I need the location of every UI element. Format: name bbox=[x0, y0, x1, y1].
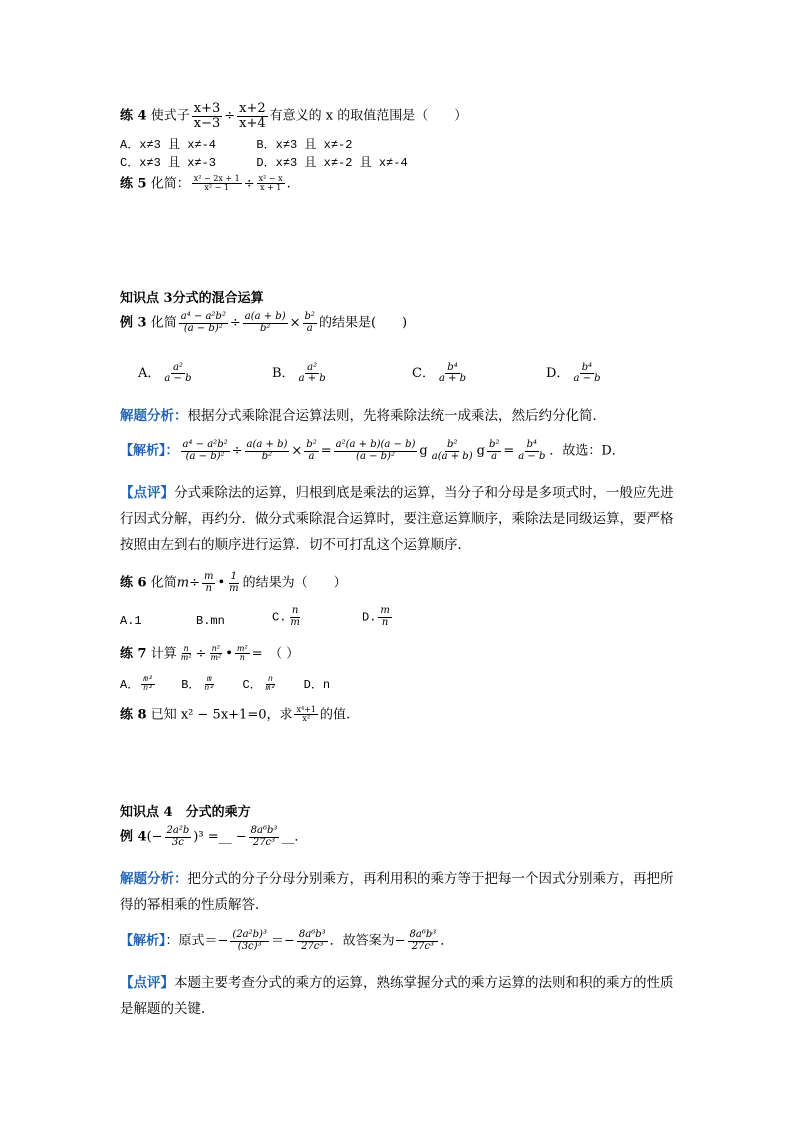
numerator: n bbox=[183, 644, 189, 653]
denominator: b² bbox=[259, 322, 271, 334]
denominator: (a − b)² bbox=[356, 450, 395, 462]
ex3-question: 例 3 化简 $\frac{\text{a⁴ − a²b²}}{\text{(a − b)²}}$ ÷ $\frac{a(a + b)}{\text{b²}}$ × $\frac{\text{b²}}{a}$ 的结果是( ) bbox=[120, 311, 408, 334]
numerator: m² bbox=[143, 675, 153, 684]
lian7-question bbox=[120, 645, 299, 663]
operator: • bbox=[225, 646, 233, 662]
denominator: (a − b)² bbox=[185, 450, 225, 462]
lian7-text-post: = （ ） bbox=[251, 646, 300, 662]
solution-end: ． bbox=[440, 933, 454, 949]
denominator: x² bbox=[302, 714, 311, 724]
denominator: n² bbox=[143, 684, 153, 694]
comment-text: 本题主要考查分式的乘方的运算，熟练掌握分式的乘方运算的法则和积的乘方的性质是解题的关键． bbox=[120, 975, 674, 1017]
analysis-label: 解题分析： bbox=[120, 871, 188, 887]
fraction bbox=[571, 363, 602, 385]
numerator: n bbox=[291, 605, 299, 616]
numerator: 8a⁶b³ bbox=[409, 929, 437, 940]
lian8-text-post: 的值. bbox=[320, 707, 351, 723]
option-label: D. bbox=[362, 610, 377, 625]
numerator: 8a⁶b³ bbox=[250, 825, 278, 836]
option-c: C．x≠3 且 x≠-3 bbox=[120, 156, 217, 170]
numerator: b² bbox=[488, 439, 500, 450]
solution-text: ：原式＝− bbox=[165, 933, 229, 949]
operator: ÷ bbox=[224, 108, 236, 124]
denominator: a + b bbox=[438, 373, 467, 384]
lian4-options-row2 bbox=[120, 154, 408, 172]
fraction bbox=[516, 440, 547, 462]
fraction bbox=[235, 645, 250, 663]
ex4-solution bbox=[120, 930, 453, 952]
period: . bbox=[286, 176, 291, 192]
fraction bbox=[227, 572, 240, 594]
option-a: A．x≠3 且 x≠-4 bbox=[120, 138, 217, 152]
denominator: 3c bbox=[171, 836, 184, 848]
denominator: 27c³ bbox=[252, 836, 276, 848]
numerator: a² bbox=[307, 361, 318, 373]
fraction bbox=[179, 312, 228, 334]
fraction bbox=[237, 102, 268, 130]
section-title-kp4: 知识点 4 分式的乘方 bbox=[120, 805, 251, 820]
numerator: a(a + b) bbox=[246, 439, 288, 450]
numerator: a² bbox=[172, 361, 183, 373]
denominator: a(a + b) bbox=[431, 450, 473, 462]
operator: ＝− bbox=[270, 933, 295, 949]
numerator: x² − x bbox=[258, 174, 283, 183]
denominator: m² bbox=[180, 653, 192, 663]
fraction bbox=[192, 175, 242, 193]
paren-open: (− bbox=[146, 829, 163, 845]
fraction bbox=[162, 363, 193, 385]
denominator: m² bbox=[210, 653, 222, 663]
denominator: n bbox=[205, 582, 212, 594]
numerator: (2a²b)³ bbox=[232, 929, 267, 940]
lian6-question bbox=[120, 572, 347, 594]
lian5-label: 练 5 bbox=[120, 176, 147, 192]
option-label: C. bbox=[272, 610, 287, 625]
numerator: n² bbox=[211, 644, 221, 653]
fraction bbox=[408, 930, 439, 952]
operator: • bbox=[217, 575, 226, 591]
fraction bbox=[334, 440, 418, 462]
fraction bbox=[208, 645, 223, 663]
fraction bbox=[245, 440, 290, 462]
numerator: b² bbox=[304, 311, 315, 322]
fraction bbox=[288, 606, 301, 628]
ex4-question bbox=[120, 826, 307, 848]
numerator: a⁴ − a²b² bbox=[182, 439, 228, 450]
fraction bbox=[294, 706, 318, 724]
comment-label: 【点评】 bbox=[120, 485, 174, 501]
ex3-option-c bbox=[412, 362, 470, 385]
numerator: x+2 bbox=[239, 101, 266, 116]
lian6-text-post: 的结果为（ ） bbox=[242, 575, 347, 591]
numerator: m² bbox=[236, 644, 248, 653]
fraction bbox=[487, 440, 501, 462]
option-d: D．n bbox=[303, 678, 331, 693]
ex4-analysis bbox=[120, 866, 680, 918]
variable-m: m bbox=[176, 575, 190, 591]
denominator: n bbox=[239, 653, 245, 663]
numerator: b⁴ bbox=[447, 361, 458, 373]
operator: ÷ bbox=[189, 575, 200, 591]
fraction bbox=[179, 645, 194, 663]
fraction bbox=[192, 102, 223, 130]
option-label: A． bbox=[138, 366, 161, 381]
denominator: x² − 1 bbox=[204, 183, 230, 193]
lian6-option-b: B.mn bbox=[196, 614, 225, 628]
answer-blank: __． bbox=[281, 829, 308, 845]
option-label: C． bbox=[242, 678, 262, 693]
denominator: a bbox=[308, 450, 315, 462]
denominator: (a − b)² bbox=[183, 322, 223, 334]
paren-close: )³ = bbox=[193, 829, 219, 845]
numerator: x² − 2x + 1 bbox=[193, 174, 240, 183]
option-label: D． bbox=[546, 366, 570, 381]
lian4-text: 使式子 bbox=[150, 108, 190, 124]
option-d: D．x≠3 且 x≠-2 且 x≠-4 bbox=[256, 156, 408, 170]
numerator: m bbox=[206, 675, 212, 684]
numerator: 1 bbox=[230, 571, 238, 582]
denominator: 27c³ bbox=[411, 940, 435, 952]
ex3-text: 化简 bbox=[150, 315, 177, 331]
lian6-text: 化简 bbox=[150, 575, 177, 591]
solution-end: ．故选：D． bbox=[549, 443, 625, 459]
lian4-label: 练 4 bbox=[120, 108, 147, 124]
answer-blank: __ − bbox=[218, 829, 247, 845]
denominator: a − b bbox=[164, 373, 192, 384]
solution-label: 【解析】： bbox=[120, 443, 179, 459]
fraction bbox=[297, 363, 328, 385]
numerator: 2a²b bbox=[166, 825, 190, 836]
fraction bbox=[141, 676, 155, 694]
analysis-text: 把分式的分子分母分别乘方，再利用积的乘方等于把每一个因式分别乘方，再把所得的幂相乘的性质解答． bbox=[120, 871, 674, 913]
lian7-label: 练 7 bbox=[120, 646, 147, 662]
symbol-g: g bbox=[419, 443, 428, 459]
option-label: B． bbox=[272, 366, 295, 381]
fraction bbox=[297, 930, 328, 952]
fraction bbox=[230, 930, 269, 952]
lian4-options-row1 bbox=[120, 136, 352, 154]
numerator: x⁴+1 bbox=[296, 705, 316, 714]
fraction bbox=[257, 175, 285, 193]
fraction bbox=[202, 676, 216, 694]
comment-label: 【点评】 bbox=[120, 975, 174, 991]
lian6-option-c bbox=[272, 606, 304, 628]
numerator: n bbox=[268, 675, 273, 684]
numerator: x+3 bbox=[193, 101, 221, 116]
ex4-comment bbox=[120, 970, 680, 1022]
numerator: m bbox=[380, 605, 390, 616]
ex3-option-d bbox=[546, 362, 605, 385]
section-title-kp3: 知识点 3分式的混合运算 bbox=[120, 291, 264, 306]
solution-label: 【解析】 bbox=[120, 933, 166, 949]
operator: ÷ bbox=[243, 176, 255, 192]
lian8-text: 已知 x² − 5x+1=0，求 bbox=[150, 707, 293, 723]
numerator: b² bbox=[446, 439, 458, 450]
denominator: x + 1 bbox=[259, 183, 282, 193]
ex3-comment bbox=[120, 480, 680, 558]
symbol-g: g bbox=[476, 443, 485, 459]
lian4-question bbox=[120, 102, 467, 130]
denominator: m bbox=[229, 582, 239, 594]
lian5-text: 化简： bbox=[150, 176, 190, 192]
denominator: b² bbox=[261, 450, 273, 462]
lian6-label: 练 6 bbox=[120, 575, 147, 591]
option-label: C． bbox=[412, 366, 435, 381]
denominator: n² bbox=[204, 684, 215, 694]
fraction bbox=[378, 606, 391, 628]
lian8-label: 练 8 bbox=[120, 707, 147, 723]
fraction bbox=[249, 826, 280, 848]
lian7-options bbox=[120, 676, 330, 694]
option-label: B． bbox=[181, 678, 201, 693]
denominator: a bbox=[306, 322, 313, 334]
denominator: a − b bbox=[518, 450, 546, 462]
denominator: m bbox=[290, 616, 300, 628]
denominator: (3c)³ bbox=[237, 940, 262, 952]
solution-text: ．故答案为− bbox=[329, 933, 406, 949]
ex3-label: 例 3 bbox=[120, 315, 147, 331]
denominator: m² bbox=[265, 684, 276, 694]
numerator: m bbox=[203, 571, 214, 582]
lian7-text: 计算 bbox=[150, 646, 177, 662]
fraction bbox=[181, 440, 230, 462]
numerator: 8a⁶b³ bbox=[298, 929, 326, 940]
fraction bbox=[437, 363, 468, 385]
fraction bbox=[303, 312, 317, 334]
fraction bbox=[165, 826, 192, 848]
option-label: A． bbox=[120, 678, 140, 693]
lian4-text-post: 有意义的 x 的取值范围是（ ） bbox=[269, 108, 468, 124]
comment-text: 分式乘除法的运算，归根到底是乘法的运算，当分子和分母是多项式时，一般应先进行因式分解，再约分．做分式乘除混合运算时，要注意运算顺序，乘除法是同级运算，要严格按照由左到右的顺序进行运算．切不可打乱这个运算顺序． bbox=[120, 485, 674, 553]
numerator: a²(a + b)(a − b) bbox=[335, 439, 416, 450]
denominator: a − b bbox=[573, 373, 601, 384]
fraction bbox=[202, 572, 215, 594]
numerator: b⁴ bbox=[526, 439, 538, 450]
lian8-question bbox=[120, 706, 350, 724]
ex3-solution: 【解析】： $\frac{\text{a⁴ − a²b²}}{\text{(a − b)²}}$ ÷ $\frac{a(a + b)}{\text{b²}}$ × $\frac{\text{b²}}{a}$ = $\frac{\text{a²(a + b)(a − b)}}{\text{(a − b)²}}$ g $\frac{\text{b²}}{a(a + b)}$ g $\frac{\text{b²}}{a}$ = $\frac{\text{b⁴}}{a - b}$ ．故选：D． bbox=[120, 439, 625, 462]
denominator: 27c³ bbox=[301, 940, 324, 952]
operator: ÷ bbox=[195, 646, 207, 662]
denominator: x+4 bbox=[239, 115, 266, 131]
analysis-text: 根据分式乘除混合运算法则，先将乘除法统一成乘法，然后约分化简． bbox=[187, 408, 606, 424]
ex3-option-b bbox=[272, 362, 330, 385]
fraction bbox=[243, 312, 288, 334]
lian6-option-a: A.1 bbox=[120, 614, 142, 628]
ex4-label: 例 4 bbox=[120, 829, 147, 845]
lian6-option-d bbox=[362, 606, 394, 628]
fraction bbox=[304, 440, 318, 462]
numerator: a(a + b) bbox=[244, 311, 286, 322]
ex3-option-a bbox=[138, 362, 196, 385]
denominator: a + b bbox=[298, 373, 326, 384]
analysis-label: 解题分析： bbox=[120, 408, 188, 424]
denominator: a bbox=[491, 450, 498, 462]
denominator: n bbox=[381, 616, 389, 628]
lian5-question bbox=[120, 175, 291, 193]
option-b: B．x≠3 且 x≠-2 bbox=[256, 138, 353, 152]
fraction bbox=[430, 440, 475, 462]
numerator: b² bbox=[306, 439, 317, 450]
fraction bbox=[264, 676, 278, 694]
denominator: x−3 bbox=[193, 115, 221, 131]
ex3-analysis bbox=[120, 407, 606, 425]
numerator: a⁴ − a²b² bbox=[180, 311, 226, 322]
numerator: b⁴ bbox=[581, 361, 593, 373]
ex3-text-post: 的结果是( ) bbox=[318, 315, 408, 331]
